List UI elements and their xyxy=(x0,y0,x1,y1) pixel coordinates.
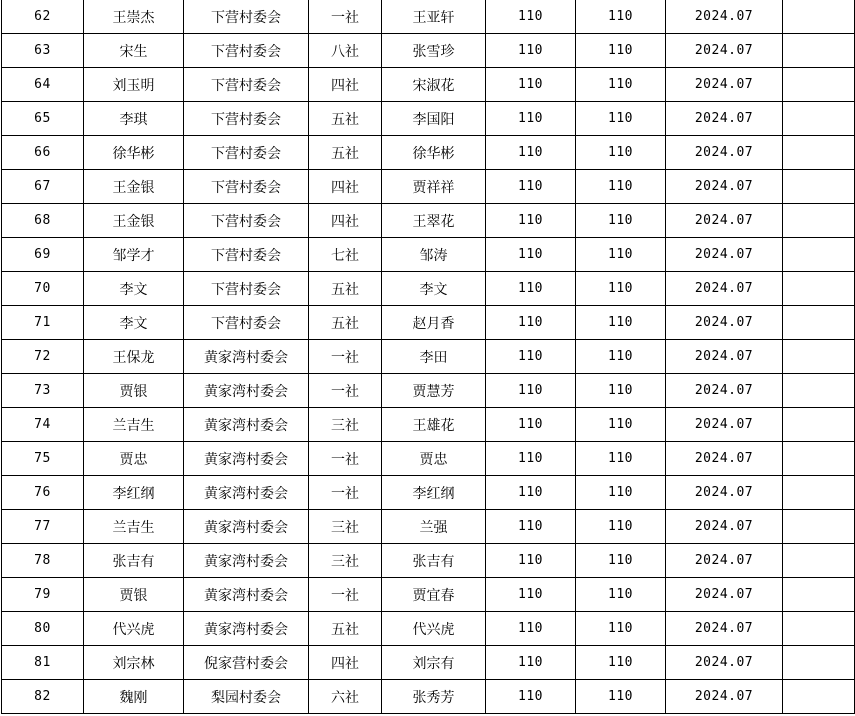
cell-committee[interactable]: 黄家湾村委会 xyxy=(184,408,309,442)
cell-index[interactable]: 62 xyxy=(2,0,84,34)
cell-name[interactable]: 魏刚 xyxy=(84,680,184,714)
table-row xyxy=(2,476,855,510)
cell-amount-2[interactable]: 110 xyxy=(576,680,666,714)
cell-recipient[interactable]: 贾忠 xyxy=(382,442,486,476)
cell-index[interactable]: 67 xyxy=(2,170,84,204)
table-row xyxy=(2,578,855,612)
cell-name[interactable]: 邹学才 xyxy=(84,238,184,272)
cell-recipient[interactable]: 李国阳 xyxy=(382,102,486,136)
cell-date[interactable]: 2024.07 xyxy=(666,646,783,680)
table-row xyxy=(2,646,855,680)
cell-date[interactable]: 2024.07 xyxy=(666,170,783,204)
cell-recipient[interactable]: 张雪珍 xyxy=(382,34,486,68)
cell-amount-2[interactable]: 110 xyxy=(576,68,666,102)
cell-note[interactable] xyxy=(783,204,855,238)
cell-group[interactable]: 一社 xyxy=(309,476,382,510)
table-row xyxy=(2,510,855,544)
cell-recipient[interactable]: 贾祥祥 xyxy=(382,170,486,204)
cell-amount-1[interactable]: 110 xyxy=(486,272,576,306)
cell-committee[interactable]: 黄家湾村委会 xyxy=(184,510,309,544)
cell-recipient[interactable]: 贾慧芳 xyxy=(382,374,486,408)
cell-index[interactable]: 63 xyxy=(2,34,84,68)
cell-name[interactable]: 贾银 xyxy=(84,374,184,408)
cell-committee[interactable]: 下营村委会 xyxy=(184,34,309,68)
table-row xyxy=(2,612,855,646)
cell-amount-2[interactable]: 110 xyxy=(576,544,666,578)
cell-committee[interactable]: 下营村委会 xyxy=(184,238,309,272)
cell-group[interactable]: 四社 xyxy=(309,170,382,204)
cell-note[interactable] xyxy=(783,306,855,340)
cell-name[interactable]: 贾银 xyxy=(84,578,184,612)
cell-group[interactable]: 四社 xyxy=(309,68,382,102)
cell-index[interactable]: 68 xyxy=(2,204,84,238)
cell-group[interactable]: 四社 xyxy=(309,204,382,238)
cell-note[interactable] xyxy=(783,408,855,442)
cell-note[interactable] xyxy=(783,0,855,34)
cell-note[interactable] xyxy=(783,544,855,578)
cell-amount-2[interactable]: 110 xyxy=(576,510,666,544)
cell-name[interactable]: 贾忠 xyxy=(84,442,184,476)
cell-index[interactable]: 69 xyxy=(2,238,84,272)
data-table xyxy=(1,0,855,714)
cell-note[interactable] xyxy=(783,102,855,136)
table-row xyxy=(2,136,855,170)
cell-date[interactable]: 2024.07 xyxy=(666,102,783,136)
cell-date[interactable]: 2024.07 xyxy=(666,510,783,544)
table-row xyxy=(2,34,855,68)
cell-amount-2[interactable]: 110 xyxy=(576,578,666,612)
cell-index[interactable]: 73 xyxy=(2,374,84,408)
cell-group[interactable]: 四社 xyxy=(309,646,382,680)
cell-index[interactable]: 71 xyxy=(2,306,84,340)
cell-group[interactable]: 一社 xyxy=(309,0,382,34)
cell-amount-2[interactable]: 110 xyxy=(576,306,666,340)
cell-index[interactable]: 79 xyxy=(2,578,84,612)
cell-index[interactable]: 77 xyxy=(2,510,84,544)
cell-amount-2[interactable]: 110 xyxy=(576,102,666,136)
cell-name[interactable]: 王金银 xyxy=(84,170,184,204)
cell-committee[interactable]: 下营村委会 xyxy=(184,68,309,102)
table-row xyxy=(2,68,855,102)
cell-amount-1[interactable]: 110 xyxy=(486,136,576,170)
cell-index[interactable]: 72 xyxy=(2,340,84,374)
cell-committee[interactable]: 黄家湾村委会 xyxy=(184,612,309,646)
cell-note[interactable] xyxy=(783,442,855,476)
cell-amount-1[interactable]: 110 xyxy=(486,68,576,102)
cell-date[interactable]: 2024.07 xyxy=(666,476,783,510)
cell-name[interactable]: 李文 xyxy=(84,306,184,340)
cell-amount-1[interactable]: 110 xyxy=(486,612,576,646)
cell-date[interactable]: 2024.07 xyxy=(666,204,783,238)
cell-amount-2[interactable]: 110 xyxy=(576,442,666,476)
cell-group[interactable]: 三社 xyxy=(309,544,382,578)
cell-amount-1[interactable]: 110 xyxy=(486,578,576,612)
cell-committee[interactable]: 下营村委会 xyxy=(184,272,309,306)
cell-group[interactable]: 一社 xyxy=(309,442,382,476)
table-row xyxy=(2,238,855,272)
table-row xyxy=(2,306,855,340)
cell-amount-1[interactable]: 110 xyxy=(486,646,576,680)
cell-note[interactable] xyxy=(783,136,855,170)
cell-amount-2[interactable]: 110 xyxy=(576,170,666,204)
cell-group[interactable]: 六社 xyxy=(309,680,382,714)
cell-name[interactable]: 代兴虎 xyxy=(84,612,184,646)
cell-amount-2[interactable]: 110 xyxy=(576,612,666,646)
cell-amount-1[interactable]: 110 xyxy=(486,204,576,238)
cell-amount-2[interactable]: 110 xyxy=(576,204,666,238)
table-row xyxy=(2,102,855,136)
cell-recipient[interactable]: 宋淑花 xyxy=(382,68,486,102)
cell-committee[interactable]: 梨园村委会 xyxy=(184,680,309,714)
cell-committee[interactable]: 黄家湾村委会 xyxy=(184,442,309,476)
cell-recipient[interactable]: 王亚轩 xyxy=(382,0,486,34)
cell-group[interactable]: 五社 xyxy=(309,102,382,136)
table-row xyxy=(2,374,855,408)
cell-amount-1[interactable]: 110 xyxy=(486,510,576,544)
cell-index[interactable]: 78 xyxy=(2,544,84,578)
cell-note[interactable] xyxy=(783,272,855,306)
cell-name[interactable]: 兰吉生 xyxy=(84,510,184,544)
cell-amount-1[interactable]: 110 xyxy=(486,476,576,510)
cell-date[interactable]: 2024.07 xyxy=(666,408,783,442)
table-row xyxy=(2,408,855,442)
cell-committee[interactable]: 下营村委会 xyxy=(184,204,309,238)
cell-name[interactable]: 张吉有 xyxy=(84,544,184,578)
cell-index[interactable]: 66 xyxy=(2,136,84,170)
cell-recipient[interactable]: 张秀芳 xyxy=(382,680,486,714)
table-row xyxy=(2,442,855,476)
cell-date[interactable]: 2024.07 xyxy=(666,680,783,714)
cell-amount-2[interactable]: 110 xyxy=(576,34,666,68)
table-row xyxy=(2,170,855,204)
cell-index[interactable]: 81 xyxy=(2,646,84,680)
cell-name[interactable]: 王崇杰 xyxy=(84,0,184,34)
cell-recipient[interactable]: 邹涛 xyxy=(382,238,486,272)
table-row xyxy=(2,680,855,714)
cell-recipient[interactable]: 李红纲 xyxy=(382,476,486,510)
cell-amount-1[interactable]: 110 xyxy=(486,340,576,374)
cell-committee[interactable]: 下营村委会 xyxy=(184,102,309,136)
cell-group[interactable]: 五社 xyxy=(309,272,382,306)
cell-group[interactable]: 八社 xyxy=(309,34,382,68)
cell-name[interactable]: 徐华彬 xyxy=(84,136,184,170)
cell-recipient[interactable]: 张吉有 xyxy=(382,544,486,578)
cell-index[interactable]: 82 xyxy=(2,680,84,714)
cell-date[interactable]: 2024.07 xyxy=(666,34,783,68)
cell-name[interactable]: 宋生 xyxy=(84,34,184,68)
cell-note[interactable] xyxy=(783,238,855,272)
cell-amount-1[interactable]: 110 xyxy=(486,306,576,340)
cell-recipient[interactable]: 兰强 xyxy=(382,510,486,544)
cell-note[interactable] xyxy=(783,612,855,646)
cell-index[interactable]: 74 xyxy=(2,408,84,442)
cell-name[interactable]: 李琪 xyxy=(84,102,184,136)
cell-amount-1[interactable]: 110 xyxy=(486,408,576,442)
cell-committee[interactable]: 黄家湾村委会 xyxy=(184,476,309,510)
cell-index[interactable]: 76 xyxy=(2,476,84,510)
cell-name[interactable]: 李文 xyxy=(84,272,184,306)
cell-group[interactable]: 一社 xyxy=(309,340,382,374)
cell-amount-1[interactable]: 110 xyxy=(486,0,576,34)
cell-recipient[interactable]: 刘宗有 xyxy=(382,646,486,680)
cell-date[interactable]: 2024.07 xyxy=(666,136,783,170)
cell-committee[interactable]: 下营村委会 xyxy=(184,306,309,340)
cell-date[interactable]: 2024.07 xyxy=(666,272,783,306)
cell-committee[interactable]: 倪家营村委会 xyxy=(184,646,309,680)
cell-amount-1[interactable]: 110 xyxy=(486,374,576,408)
cell-date[interactable]: 2024.07 xyxy=(666,578,783,612)
cell-committee[interactable]: 黄家湾村委会 xyxy=(184,578,309,612)
cell-index[interactable]: 64 xyxy=(2,68,84,102)
cell-note[interactable] xyxy=(783,68,855,102)
cell-note[interactable] xyxy=(783,578,855,612)
cell-date[interactable]: 2024.07 xyxy=(666,544,783,578)
cell-note[interactable] xyxy=(783,646,855,680)
cell-committee[interactable]: 下营村委会 xyxy=(184,136,309,170)
cell-index[interactable]: 75 xyxy=(2,442,84,476)
cell-committee[interactable]: 下营村委会 xyxy=(184,0,309,34)
table-row xyxy=(2,544,855,578)
cell-group[interactable]: 五社 xyxy=(309,136,382,170)
cell-group[interactable]: 三社 xyxy=(309,408,382,442)
cell-amount-2[interactable]: 110 xyxy=(576,374,666,408)
cell-recipient[interactable]: 贾宜春 xyxy=(382,578,486,612)
cell-note[interactable] xyxy=(783,340,855,374)
cell-amount-1[interactable]: 110 xyxy=(486,544,576,578)
cell-name[interactable]: 刘玉明 xyxy=(84,68,184,102)
cell-amount-1[interactable]: 110 xyxy=(486,238,576,272)
cell-amount-2[interactable]: 110 xyxy=(576,646,666,680)
cell-index[interactable]: 80 xyxy=(2,612,84,646)
cell-recipient[interactable]: 代兴虎 xyxy=(382,612,486,646)
cell-note[interactable] xyxy=(783,170,855,204)
cell-name[interactable]: 刘宗林 xyxy=(84,646,184,680)
cell-date[interactable]: 2024.07 xyxy=(666,442,783,476)
cell-amount-2[interactable]: 110 xyxy=(576,0,666,34)
cell-name[interactable]: 兰吉生 xyxy=(84,408,184,442)
cell-amount-1[interactable]: 110 xyxy=(486,170,576,204)
cell-committee[interactable]: 黄家湾村委会 xyxy=(184,374,309,408)
cell-date[interactable]: 2024.07 xyxy=(666,0,783,34)
cell-recipient[interactable]: 李田 xyxy=(382,340,486,374)
cell-committee[interactable]: 下营村委会 xyxy=(184,170,309,204)
table-row xyxy=(2,272,855,306)
cell-amount-2[interactable]: 110 xyxy=(576,238,666,272)
cell-date[interactable]: 2024.07 xyxy=(666,306,783,340)
cell-date[interactable]: 2024.07 xyxy=(666,238,783,272)
cell-group[interactable]: 七社 xyxy=(309,238,382,272)
cell-group[interactable]: 一社 xyxy=(309,578,382,612)
cell-name[interactable]: 王金银 xyxy=(84,204,184,238)
cell-date[interactable]: 2024.07 xyxy=(666,340,783,374)
cell-recipient[interactable]: 徐华彬 xyxy=(382,136,486,170)
cell-recipient[interactable]: 赵月香 xyxy=(382,306,486,340)
cell-note[interactable] xyxy=(783,476,855,510)
cell-name[interactable]: 李红纲 xyxy=(84,476,184,510)
cell-committee[interactable]: 黄家湾村委会 xyxy=(184,340,309,374)
cell-recipient[interactable]: 王雄花 xyxy=(382,408,486,442)
cell-recipient[interactable]: 李文 xyxy=(382,272,486,306)
cell-group[interactable]: 三社 xyxy=(309,510,382,544)
table-row xyxy=(2,0,855,34)
cell-index[interactable]: 65 xyxy=(2,102,84,136)
table-row xyxy=(2,340,855,374)
cell-note[interactable] xyxy=(783,510,855,544)
cell-amount-1[interactable]: 110 xyxy=(486,34,576,68)
cell-name[interactable]: 王保龙 xyxy=(84,340,184,374)
cell-note[interactable] xyxy=(783,680,855,714)
cell-committee[interactable]: 黄家湾村委会 xyxy=(184,544,309,578)
cell-date[interactable]: 2024.07 xyxy=(666,374,783,408)
cell-recipient[interactable]: 王翠花 xyxy=(382,204,486,238)
cell-amount-2[interactable]: 110 xyxy=(576,136,666,170)
cell-group[interactable]: 一社 xyxy=(309,374,382,408)
cell-amount-2[interactable]: 110 xyxy=(576,340,666,374)
cell-group[interactable]: 五社 xyxy=(309,306,382,340)
cell-date[interactable]: 2024.07 xyxy=(666,612,783,646)
cell-amount-1[interactable]: 110 xyxy=(486,102,576,136)
cell-note[interactable] xyxy=(783,34,855,68)
cell-amount-1[interactable]: 110 xyxy=(486,680,576,714)
cell-amount-1[interactable]: 110 xyxy=(486,442,576,476)
cell-note[interactable] xyxy=(783,374,855,408)
table-row xyxy=(2,204,855,238)
cell-amount-2[interactable]: 110 xyxy=(576,476,666,510)
cell-amount-2[interactable]: 110 xyxy=(576,272,666,306)
cell-index[interactable]: 70 xyxy=(2,272,84,306)
cell-group[interactable]: 五社 xyxy=(309,612,382,646)
cell-date[interactable]: 2024.07 xyxy=(666,68,783,102)
cell-amount-2[interactable]: 110 xyxy=(576,408,666,442)
